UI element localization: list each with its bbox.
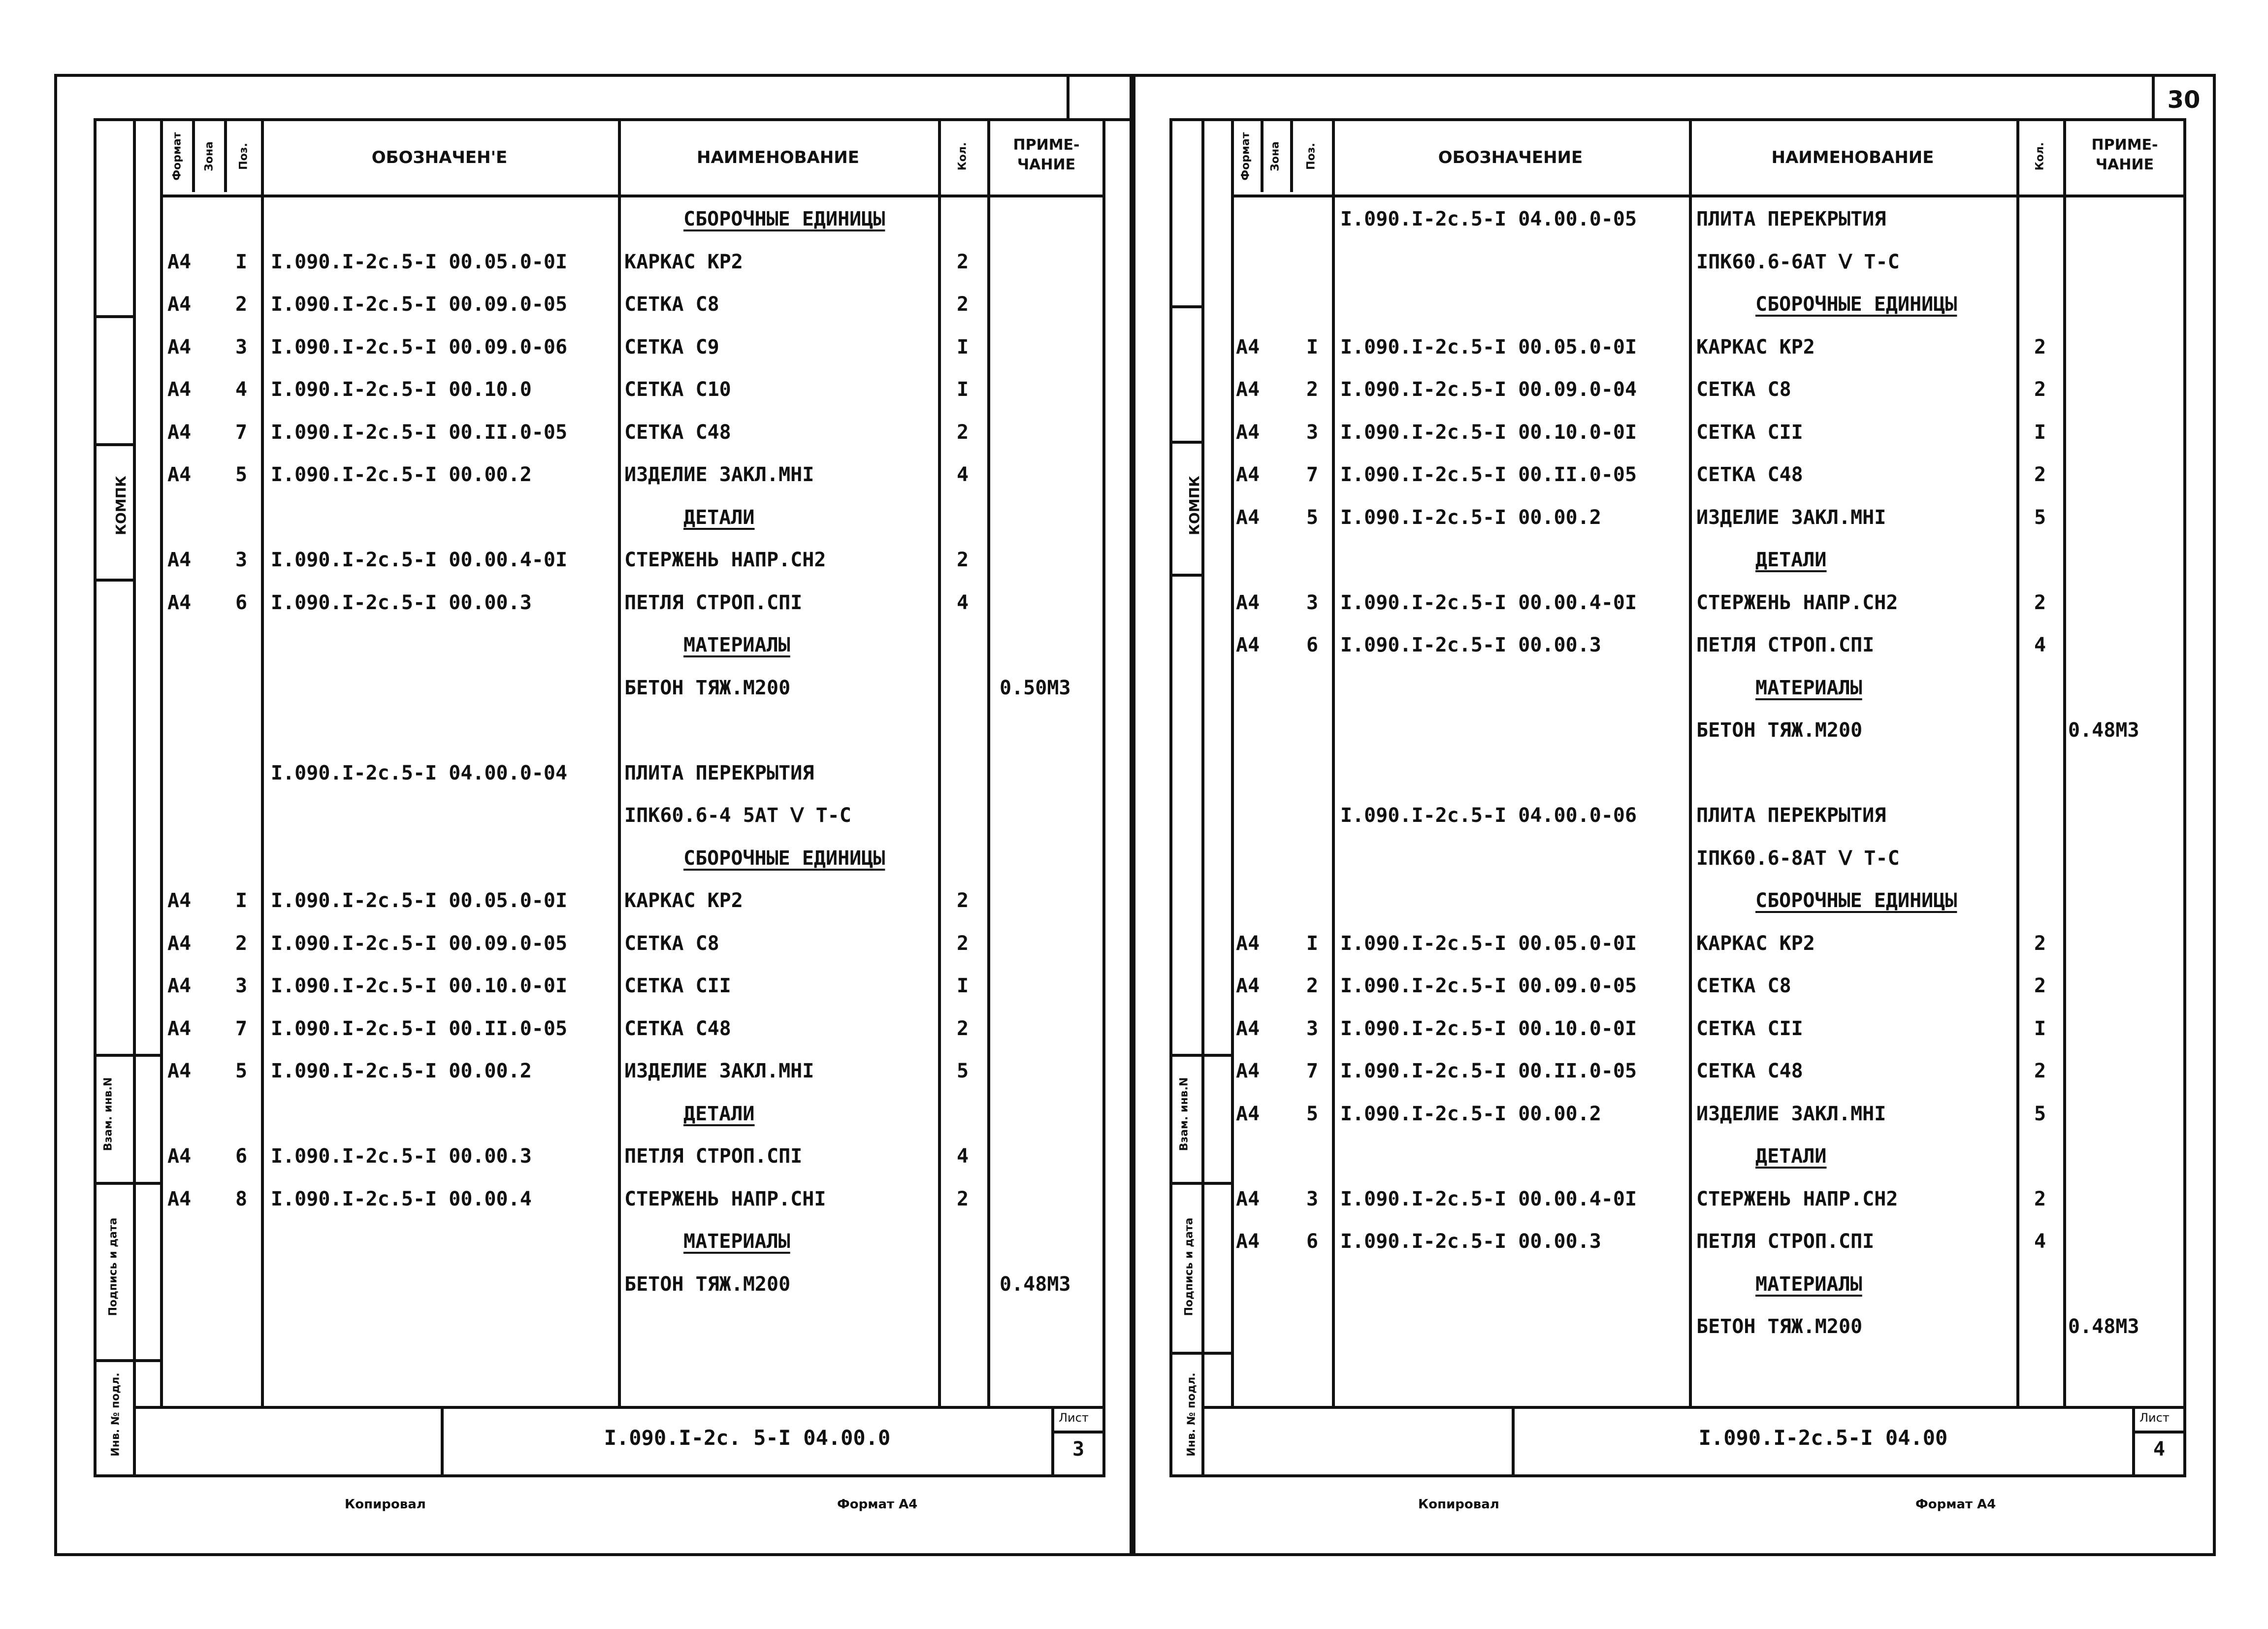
designation-cell: I.090.I-2с.5-I 00.09.0-04 <box>1340 378 1637 401</box>
designation-cell: I.090.I-2с.5-I 00.00.2 <box>1340 506 1601 529</box>
name-cell: БЕТОН ТЯЖ.М200 <box>624 1272 791 1296</box>
position-cell: 3 <box>1306 1187 1319 1210</box>
format-cell: А4 <box>1236 463 1260 486</box>
quantity-cell: 2 <box>956 421 969 444</box>
right-sheet-label: Лист <box>2139 1411 2170 1425</box>
name-cell: ИЗДЕЛИЕ ЗАКЛ.МНI <box>1696 506 1886 529</box>
left-col-zone-line <box>224 118 227 192</box>
position-cell: 7 <box>235 1017 248 1040</box>
right-footer-format: Формат А4 <box>1915 1497 1996 1512</box>
left-stamp-h4 <box>94 1054 160 1057</box>
position-cell: 2 <box>235 293 248 316</box>
format-cell: А4 <box>167 549 192 571</box>
left-col-fmt-line <box>192 118 195 192</box>
quantity-cell: 2 <box>956 1187 969 1210</box>
designation-cell: I.090.I-2с.5-I 00.00.3 <box>1340 634 1601 656</box>
right-stamp-col-line <box>1201 118 1204 1477</box>
name-cell: СЕТКА С8 <box>1696 975 1791 997</box>
position-cell: I <box>235 250 248 273</box>
quantity-cell: 4 <box>2034 1230 2046 1253</box>
right-sheet-number: 4 <box>2153 1438 2166 1461</box>
designation-cell: I.090.I-2с.5-I 04.00.0-05 <box>1340 208 1637 230</box>
designation-cell: I.090.I-2с.5-I 00.05.0-0I <box>1340 335 1637 358</box>
right-col-zone-line <box>1290 118 1293 192</box>
page-number: 30 <box>2167 86 2201 114</box>
designation-cell: I.090.I-2с.5-I 00.00.3 <box>271 1145 532 1168</box>
left-hdr-name: НАИМЕНОВАНИЕ <box>696 148 859 167</box>
designation-cell: I.090.I-2с.5-I 00.II.0-05 <box>271 1017 568 1040</box>
name-cell: СЕТКА СII <box>624 975 731 997</box>
format-cell: А4 <box>167 889 192 912</box>
quantity-cell: 5 <box>2034 506 2046 529</box>
name-cell: БЕТОН ТЯЖ.М200 <box>624 676 791 699</box>
designation-cell: I.090.I-2с.5-I 00.10.0-0I <box>1340 1017 1637 1040</box>
quantity-cell: I <box>2034 1017 2046 1040</box>
name-cell: БЕТОН ТЯЖ.М200 <box>1696 1315 1863 1338</box>
name-cell: ИЗДЕЛИЕ ЗАКЛ.МНI <box>624 463 814 486</box>
right-hdr-designation: ОБОЗНАЧЕНИЕ <box>1438 148 1583 167</box>
right-stamp-sign-date: Подпись и дата <box>1183 1217 1196 1316</box>
position-cell: I <box>235 889 248 912</box>
name-cell: ПЛИТА ПЕРЕКРЫТИЯ <box>1696 804 1886 827</box>
left-stamp-col-line2 <box>160 118 163 1408</box>
note-cell: 0.48М3 <box>1000 1272 1071 1296</box>
format-cell: А4 <box>1236 335 1260 358</box>
name-cell: СЕТКА С48 <box>1696 463 1803 486</box>
designation-cell: I.090.I-2с.5-I 00.00.2 <box>1340 1102 1601 1125</box>
position-cell: 7 <box>1306 463 1319 486</box>
name-cell: ПЛИТА ПЕРЕКРЫТИЯ <box>624 761 814 784</box>
name-cell: СТЕРЖЕНЬ НАПР.СН2 <box>1696 591 1898 614</box>
position-cell: 3 <box>1306 421 1319 444</box>
quantity-cell: 2 <box>956 889 969 912</box>
left-table-bottom <box>133 1406 1105 1409</box>
designation-cell: I.090.I-2с.5-I 00.00.3 <box>1340 1230 1601 1253</box>
designation-cell: I.090.I-2с.5-I 00.05.0-0I <box>271 889 568 912</box>
designation-cell: I.090.I-2с.5-I 00.II.0-05 <box>1340 1060 1637 1082</box>
designation-cell: I.090.I-2с.5-I 00.05.0-0I <box>271 250 568 273</box>
format-cell: А4 <box>167 1017 192 1040</box>
quantity-cell: 2 <box>956 549 969 571</box>
designation-cell: I.090.I-2с.5-I 00.09.0-05 <box>1340 975 1637 997</box>
position-cell: 3 <box>1306 591 1319 614</box>
position-cell: 5 <box>1306 1102 1319 1125</box>
position-cell: 5 <box>1306 506 1319 529</box>
name-cell: МАТЕРИАЛЫ <box>1755 1272 1862 1296</box>
format-cell: А4 <box>1236 506 1260 529</box>
name-cell: ИЗДЕЛИЕ ЗАКЛ.МНI <box>1696 1102 1886 1125</box>
left-hdr-note: ПРИМЕ- ЧАНИЕ <box>1013 136 1080 173</box>
left-top-divider <box>1067 74 1069 121</box>
left-hdr-qty: Кол. <box>956 142 969 171</box>
right-col-pos-line <box>1332 118 1335 1408</box>
quantity-cell: I <box>2034 421 2046 444</box>
name-cell: СЕТКА СII <box>1696 1017 1803 1040</box>
left-stamp-inv-podl: Инв. № подл. <box>109 1372 122 1457</box>
format-cell: А4 <box>1236 421 1260 444</box>
designation-cell: I.090.I-2с.5-I 00.00.4 <box>271 1187 532 1210</box>
right-stamp-h2 <box>1169 441 1201 444</box>
name-cell: СЕТКА С48 <box>624 421 731 444</box>
name-cell: КАРКАС КР2 <box>1696 335 1815 358</box>
format-cell: А4 <box>167 932 192 955</box>
quantity-cell: I <box>956 378 969 401</box>
left-stamp-h3 <box>94 579 133 582</box>
position-cell: 2 <box>235 932 248 955</box>
name-cell: IПК60.6-4 5АТ Ⅴ Т-С <box>624 804 851 827</box>
name-cell: МАТЕРИАЛЫ <box>683 1230 790 1253</box>
format-cell: А4 <box>167 591 192 614</box>
right-stamp-h6 <box>1169 1352 1231 1355</box>
designation-cell: I.090.I-2с.5-I 04.00.0-06 <box>1340 804 1637 827</box>
right-table-bottom <box>1201 1406 2186 1409</box>
name-cell: СЕТКА С8 <box>1696 378 1791 401</box>
quantity-cell: 5 <box>2034 1102 2046 1125</box>
left-col-qty-line <box>987 118 990 1408</box>
designation-cell: I.090.I-2с.5-I 00.05.0-0I <box>1340 932 1637 955</box>
name-cell: КАРКАС КР2 <box>624 250 743 273</box>
name-cell: КАРКАС КР2 <box>624 889 743 912</box>
designation-cell: I.090.I-2с.5-I 00.09.0-06 <box>271 335 568 358</box>
name-cell: СБОРОЧНЫЕ ЕДИНИЦЫ <box>1755 293 1957 316</box>
designation-cell: I.090.I-2с.5-I 00.00.2 <box>271 1060 532 1082</box>
name-cell: СБОРОЧНЫЕ ЕДИНИЦЫ <box>1755 889 1957 912</box>
position-cell: 6 <box>235 591 248 614</box>
name-cell: ДЕТАЛИ <box>1755 1145 1827 1168</box>
right-col-fmt-line <box>1261 118 1264 192</box>
left-stamp-h2 <box>94 443 133 446</box>
page-number-box-left <box>2152 74 2155 121</box>
designation-cell: I.090.I-2с.5-I 00.10.0 <box>271 378 532 401</box>
quantity-cell: 2 <box>2034 463 2046 486</box>
left-col-des-line <box>618 118 621 1408</box>
name-cell: ПЛИТА ПЕРЕКРЫТИЯ <box>1696 208 1886 230</box>
left-stamp-sign-date: Подпись и дата <box>107 1217 120 1316</box>
designation-cell: I.090.I-2с.5-I 00.09.0-05 <box>271 293 568 316</box>
note-cell: 0.50М3 <box>1000 676 1071 699</box>
right-hdr-pos: Поз. <box>1305 143 1318 170</box>
left-sheet-number: 3 <box>1072 1438 1085 1461</box>
left-stamp-h6 <box>94 1359 160 1362</box>
left-sheet-label: Лист <box>1059 1411 1089 1425</box>
position-cell: I <box>1306 335 1319 358</box>
left-header-bottom <box>160 195 1105 197</box>
designation-cell: I.090.I-2с.5-I 00.II.0-05 <box>271 421 568 444</box>
quantity-cell: 2 <box>2034 1187 2046 1210</box>
name-cell: СЕТКА С48 <box>624 1017 731 1040</box>
name-cell: ДЕТАЛИ <box>683 1102 755 1125</box>
right-footer-copied: Копировал <box>1418 1497 1499 1512</box>
left-hdr-pos: Поз. <box>237 143 250 170</box>
right-hdr-qty: Кол. <box>2034 142 2046 171</box>
name-cell: СЕТКА С8 <box>624 293 719 316</box>
name-cell: БЕТОН ТЯЖ.М200 <box>1696 719 1863 742</box>
designation-cell: I.090.I-2с.5-I 00.10.0-0I <box>271 975 568 997</box>
left-footer-copied: Копировал <box>345 1497 426 1512</box>
left-stamp-h1 <box>94 315 133 318</box>
name-cell: СБОРОЧНЫЕ ЕДИНИЦЫ <box>683 208 885 230</box>
right-stamp-inv-vzam: Взам. инв.N <box>1178 1077 1191 1151</box>
left-footer-format: Формат А4 <box>837 1497 918 1512</box>
name-cell: ПЕТЛЯ СТРОП.СПI <box>1696 1230 1875 1253</box>
left-hdr-format: Формат <box>171 132 184 181</box>
right-title-designation: I.090.I-2с.5-I 04.00 <box>1698 1426 1948 1450</box>
right-col-qty-line <box>2063 118 2066 1408</box>
format-cell: А4 <box>167 1187 192 1210</box>
name-cell: СТЕРЖЕНЬ НАПР.СНI <box>624 1187 826 1210</box>
left-stamp-col-line <box>133 118 136 1477</box>
name-cell: IПК60.6-6АТ Ⅴ Т-С <box>1696 250 1900 273</box>
position-cell: 5 <box>235 463 248 486</box>
format-cell: А4 <box>167 293 192 316</box>
format-cell: А4 <box>167 335 192 358</box>
quantity-cell: 4 <box>2034 634 2046 656</box>
right-side-label: КОМПК <box>1186 476 1202 535</box>
format-cell: А4 <box>167 250 192 273</box>
position-cell: 3 <box>235 335 248 358</box>
note-cell: 0.48М3 <box>2068 1315 2139 1338</box>
position-cell: 2 <box>1306 378 1319 401</box>
format-cell: А4 <box>1236 1017 1260 1040</box>
format-cell: А4 <box>1236 932 1260 955</box>
format-cell: А4 <box>1236 1187 1260 1210</box>
left-stamp-h5 <box>94 1182 160 1185</box>
note-cell: 0.48М3 <box>2068 719 2139 742</box>
right-hdr-note: ПРИМЕ- ЧАНИЕ <box>2091 136 2158 173</box>
format-cell: А4 <box>1236 378 1260 401</box>
right-stamp-inv-podl: Инв. № подл. <box>1185 1372 1198 1457</box>
designation-cell: I.090.I-2с.5-I 00.00.4-0I <box>1340 1187 1637 1210</box>
format-cell: А4 <box>1236 1060 1260 1082</box>
name-cell: ИЗДЕЛИЕ ЗАКЛ.МНI <box>624 1060 814 1082</box>
quantity-cell: 4 <box>956 1145 969 1168</box>
quantity-cell: 2 <box>2034 932 2046 955</box>
right-hdr-name: НАИМЕНОВАНИЕ <box>1771 148 1934 167</box>
left-title-designation: I.090.I-2с. 5-I 04.00.0 <box>604 1426 891 1450</box>
designation-cell: I.090.I-2с.5-I 00.00.4-0I <box>271 549 568 571</box>
name-cell: МАТЕРИАЛЫ <box>1755 676 1862 699</box>
name-cell: МАТЕРИАЛЫ <box>683 634 790 656</box>
format-cell: А4 <box>1236 975 1260 997</box>
quantity-cell: I <box>956 975 969 997</box>
position-cell: I <box>1306 932 1319 955</box>
format-cell: А4 <box>1236 1102 1260 1125</box>
right-col-des-line <box>1689 118 1692 1408</box>
right-stamp-h4 <box>1169 1054 1231 1057</box>
name-cell: IПК60.6-8АТ Ⅴ Т-С <box>1696 847 1900 870</box>
left-stamp-inv-vzam: Взам. инв.N <box>102 1077 115 1151</box>
format-cell: А4 <box>167 463 192 486</box>
name-cell: ДЕТАЛИ <box>1755 549 1827 571</box>
left-side-label: КОМПК <box>112 476 129 535</box>
left-hdr-designation: ОБОЗНАЧЕН'Е <box>371 148 508 167</box>
left-col-pos-line <box>261 118 264 1408</box>
position-cell: 3 <box>235 549 248 571</box>
format-cell: А4 <box>167 378 192 401</box>
quantity-cell: 4 <box>956 591 969 614</box>
position-cell: 6 <box>235 1145 248 1168</box>
name-cell: КАРКАС КР2 <box>1696 932 1815 955</box>
quantity-cell: 2 <box>2034 1060 2046 1082</box>
format-cell: А4 <box>1236 1230 1260 1253</box>
name-cell: СТЕРЖЕНЬ НАПР.СН2 <box>624 549 826 571</box>
quantity-cell: I <box>956 335 969 358</box>
right-hdr-format: Формат <box>1239 132 1252 181</box>
name-cell: СЕТКА С10 <box>624 378 731 401</box>
name-cell: ПЕТЛЯ СТРОП.СПI <box>624 1145 803 1168</box>
designation-cell: I.090.I-2с.5-I 00.09.0-05 <box>271 932 568 955</box>
right-header-bottom <box>1231 195 2186 197</box>
position-cell: 7 <box>1306 1060 1319 1082</box>
position-cell: 2 <box>1306 975 1319 997</box>
quantity-cell: 2 <box>2034 975 2046 997</box>
name-cell: СЕТКА С9 <box>624 335 719 358</box>
name-cell: ПЕТЛЯ СТРОП.СПI <box>1696 634 1875 656</box>
right-stamp-h5 <box>1169 1182 1231 1185</box>
name-cell: СЕТКА С48 <box>1696 1060 1803 1082</box>
quantity-cell: 2 <box>956 932 969 955</box>
designation-cell: I.090.I-2с.5-I 00.II.0-05 <box>1340 463 1637 486</box>
format-cell: А4 <box>1236 591 1260 614</box>
quantity-cell: 2 <box>956 1017 969 1040</box>
position-cell: 8 <box>235 1187 248 1210</box>
name-cell: СБОРОЧНЫЕ ЕДИНИЦЫ <box>683 847 885 870</box>
right-hdr-zone: Зона <box>1269 141 1282 171</box>
position-cell: 6 <box>1306 1230 1319 1253</box>
left-hdr-zone: Зона <box>203 141 216 171</box>
name-cell: СЕТКА СII <box>1696 421 1803 444</box>
position-cell: 7 <box>235 421 248 444</box>
quantity-cell: 5 <box>956 1060 969 1082</box>
name-cell: ДЕТАЛИ <box>683 506 755 529</box>
name-cell: СТЕРЖЕНЬ НАПР.СН2 <box>1696 1187 1898 1210</box>
position-cell: 5 <box>235 1060 248 1082</box>
quantity-cell: 2 <box>956 293 969 316</box>
format-cell: А4 <box>167 975 192 997</box>
format-cell: А4 <box>167 1060 192 1082</box>
designation-cell: I.090.I-2с.5-I 00.00.3 <box>271 591 532 614</box>
position-cell: 3 <box>1306 1017 1319 1040</box>
quantity-cell: 2 <box>2034 335 2046 358</box>
designation-cell: I.090.I-2с.5-I 04.00.0-04 <box>271 761 568 784</box>
name-cell: ПЕТЛЯ СТРОП.СПI <box>624 591 803 614</box>
position-cell: 3 <box>235 975 248 997</box>
format-cell: А4 <box>167 1145 192 1168</box>
quantity-cell: 2 <box>2034 378 2046 401</box>
right-stamp-h3 <box>1169 574 1201 577</box>
position-cell: 4 <box>235 378 248 401</box>
designation-cell: I.090.I-2с.5-I 00.00.4-0I <box>1340 591 1637 614</box>
quantity-cell: 4 <box>956 463 969 486</box>
designation-cell: I.090.I-2с.5-I 00.00.2 <box>271 463 532 486</box>
quantity-cell: 2 <box>956 250 969 273</box>
left-sheet-box-line <box>1051 1431 1105 1434</box>
quantity-cell: 2 <box>2034 591 2046 614</box>
name-cell: СЕТКА С8 <box>624 932 719 955</box>
position-cell: 6 <box>1306 634 1319 656</box>
designation-cell: I.090.I-2с.5-I 00.10.0-0I <box>1340 421 1637 444</box>
format-cell: А4 <box>167 421 192 444</box>
right-sheet-box-line <box>2132 1431 2186 1434</box>
right-stamp-h1 <box>1169 305 1201 308</box>
format-cell: А4 <box>1236 634 1260 656</box>
right-sheet-inner-frame <box>1169 118 2186 1477</box>
right-stamp-col-line2 <box>1231 118 1234 1408</box>
